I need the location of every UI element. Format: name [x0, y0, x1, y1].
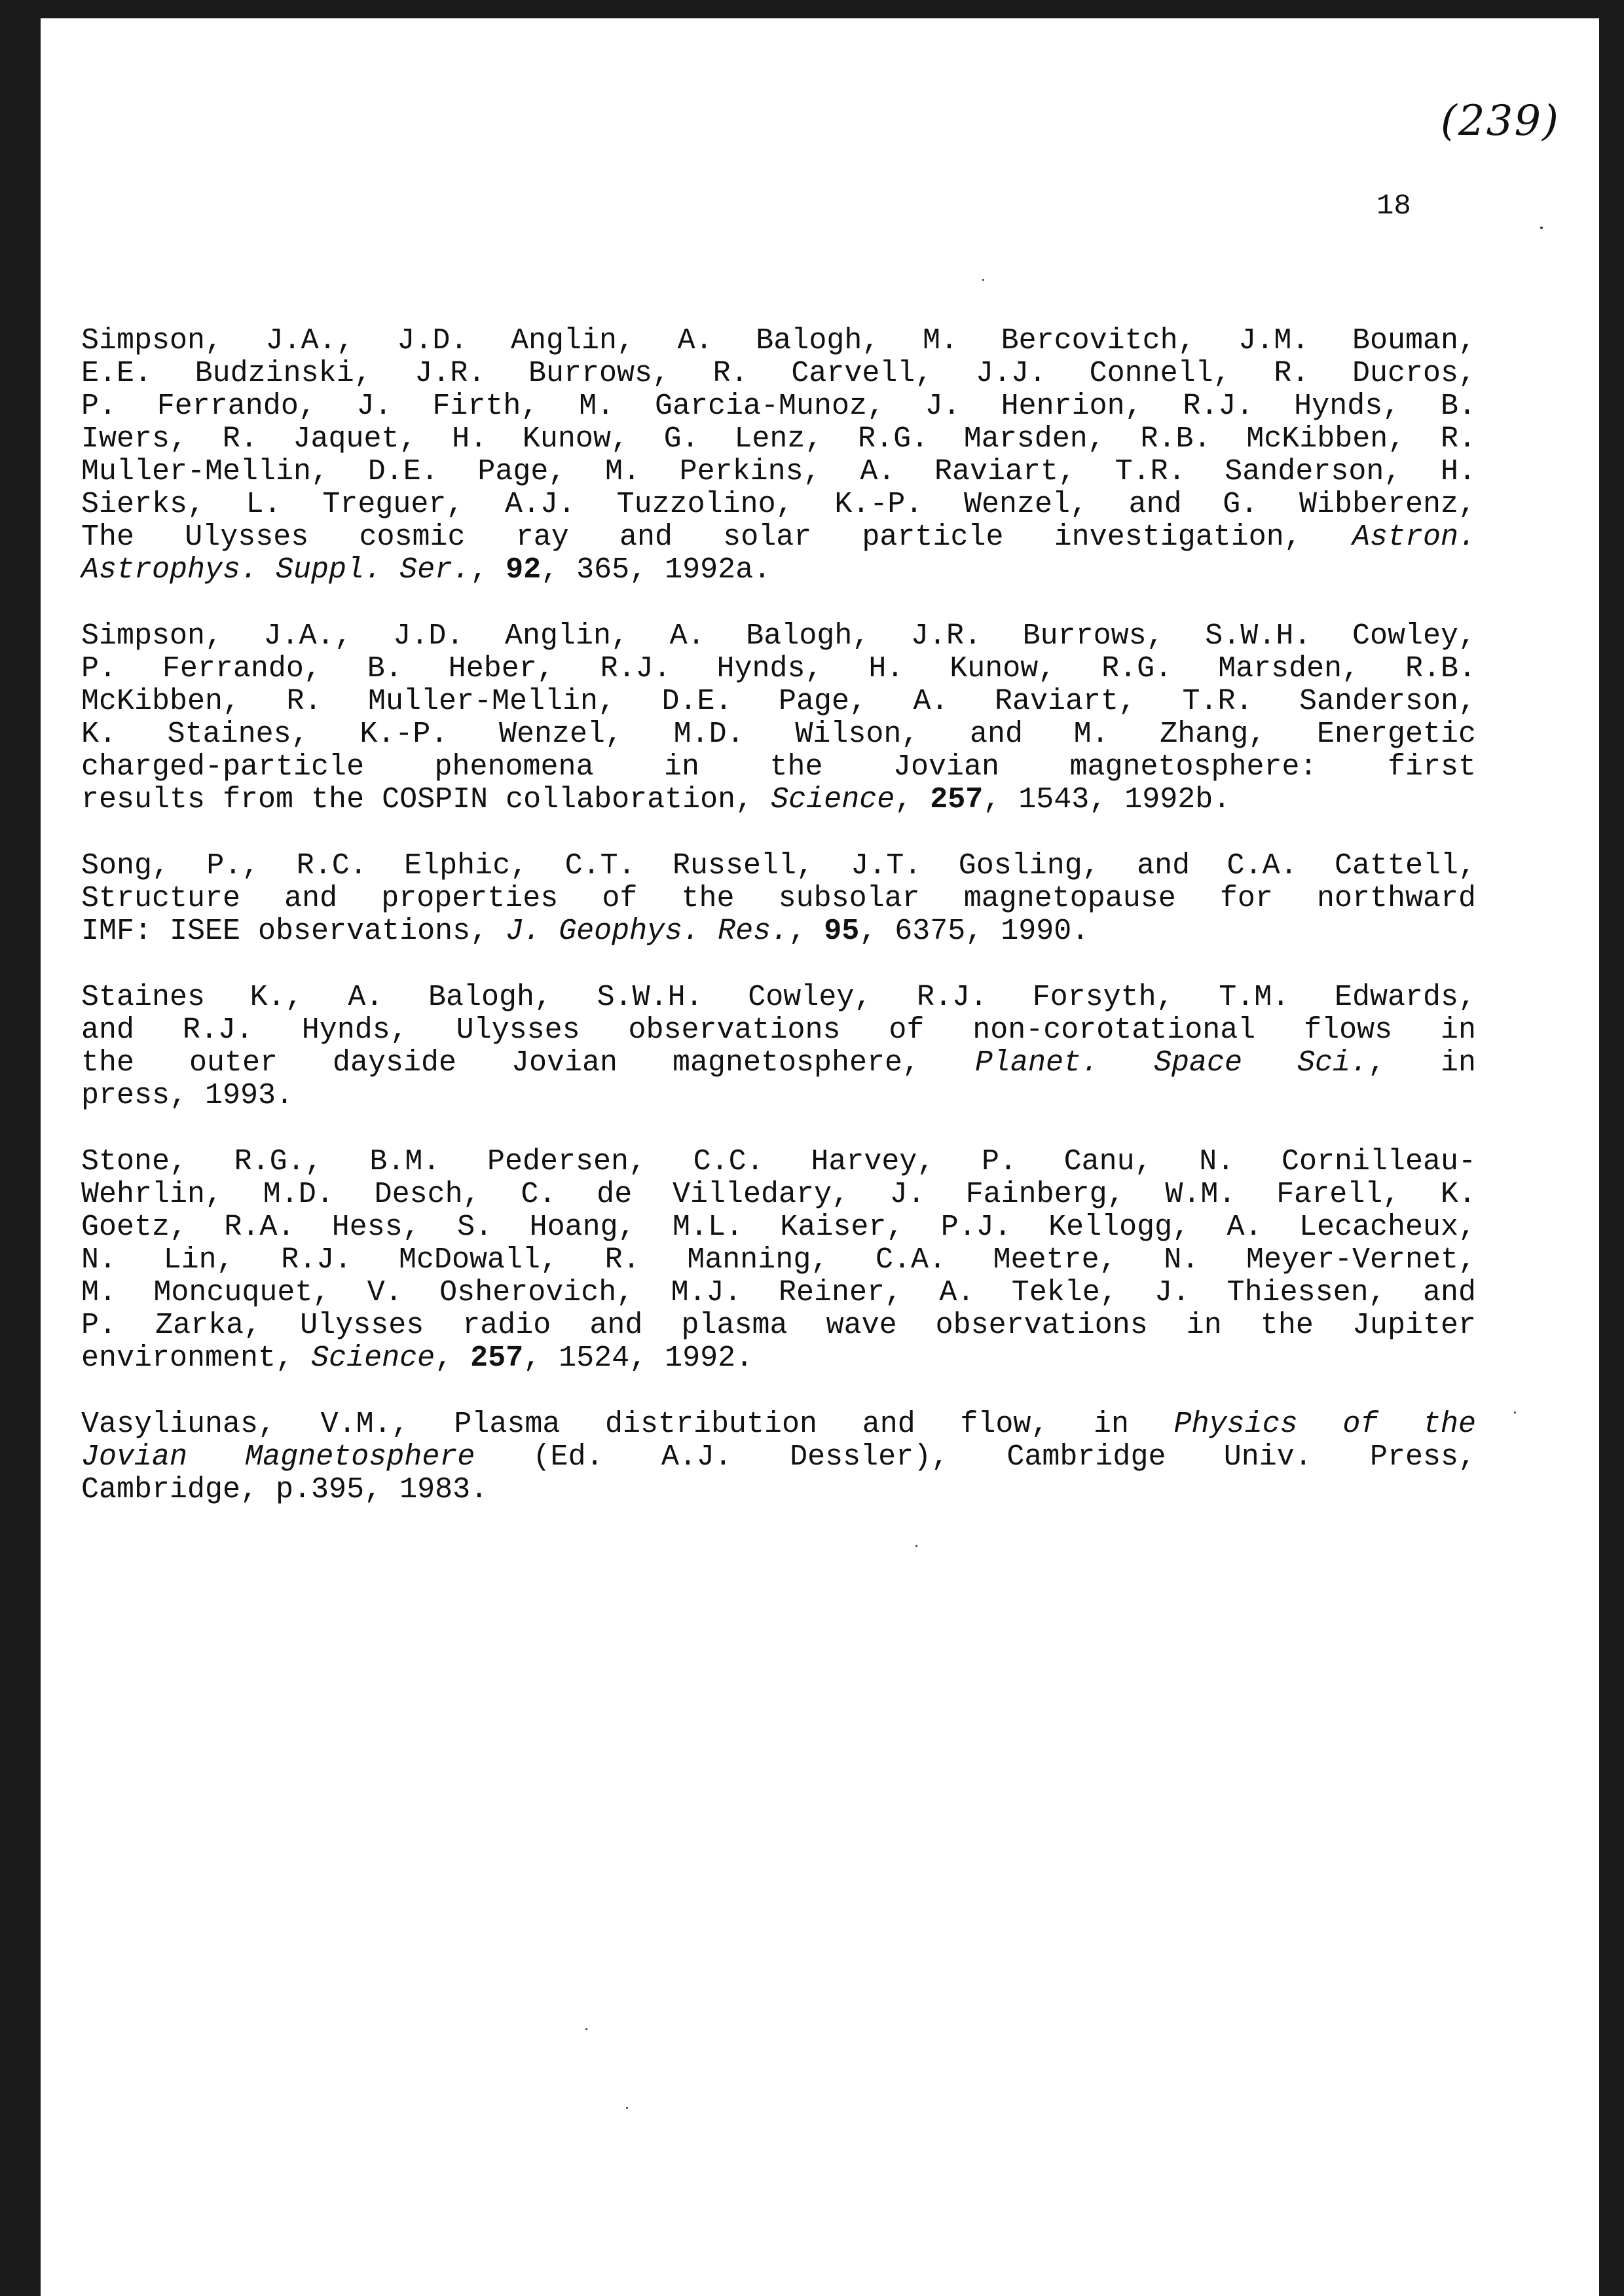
- reference-text: Wehrlin, M.D. Desch, C. de Villedary, J. Fainberg, W.M. Farell, K.: [81, 1178, 1476, 1211]
- reference-text: The Ulysses cosmic ray and solar particle investigation,: [81, 520, 1352, 554]
- reference-line: [81, 915, 1476, 948]
- reference-text: N. Lin, R.J. McDowall, R. Manning, C.A. Meetre, N. Meyer-Vernet,: [81, 1243, 1476, 1277]
- scan-speck: [982, 279, 984, 281]
- reference-line: [81, 1441, 1476, 1474]
- reference-text: the outer dayside Jovian magnetosphere,: [81, 1046, 975, 1080]
- reference-text: P. Ferrando, J. Firth, M. Garcia-Munoz, J. Henrion, R.J. Hynds, B.: [81, 390, 1476, 423]
- reference-text: , 365, 1992a.: [541, 553, 771, 587]
- reference-line: [81, 1277, 1476, 1309]
- reference-line: [81, 521, 1476, 554]
- volume-number: 257: [470, 1341, 524, 1375]
- reference-text: (Ed. A.J. Dessler), Cambridge Univ. Press,: [475, 1440, 1476, 1474]
- reference-text: , in: [1368, 1046, 1476, 1080]
- reference-text: ,: [895, 783, 931, 816]
- volume-number: 92: [506, 553, 542, 587]
- scan-speck: [915, 1545, 917, 1547]
- reference-text: press, 1993.: [81, 1079, 294, 1112]
- italic-text: J. Geophys. Res.: [506, 915, 789, 948]
- scan-speck: [626, 2107, 628, 2109]
- reference-line: [81, 1047, 1476, 1080]
- reference-text: Sierks, L. Treguer, A.J. Tuzzolino, K.-P. Wenzel, and G. Wibberenz,: [81, 488, 1476, 521]
- reference-entry: [81, 325, 1476, 587]
- reference-text: ,: [435, 1341, 471, 1375]
- reference-line: [81, 554, 1476, 587]
- reference-entry: [81, 1408, 1476, 1506]
- document-page: [41, 18, 1599, 2296]
- italic-text: Planet. Space Sci.: [974, 1046, 1368, 1080]
- reference-line: [81, 1342, 1476, 1375]
- reference-line: [81, 620, 1476, 653]
- volume-number: 95: [824, 915, 860, 948]
- reference-list: [81, 325, 1476, 1540]
- italic-text: Jovian Magnetosphere: [81, 1440, 475, 1474]
- reference-text: , 6375, 1990.: [859, 915, 1090, 948]
- reference-text: charged-particle phenomena in the Jovian magnetosphere: first: [81, 750, 1476, 784]
- reference-text: Cambridge, p.395, 1983.: [81, 1473, 489, 1506]
- reference-text: environment,: [81, 1341, 312, 1375]
- reference-line: [81, 1178, 1476, 1211]
- italic-text: Physics of the: [1173, 1408, 1477, 1441]
- italic-text: Astron.: [1352, 520, 1476, 554]
- reference-entry: [81, 981, 1476, 1112]
- reference-text: Stone, R.G., B.M. Pedersen, C.C. Harvey, P. Canu, N. Cornilleau-: [81, 1145, 1476, 1178]
- scan-speck: [1540, 227, 1543, 229]
- scan-speck: [585, 2028, 587, 2030]
- italic-text: Science: [771, 783, 895, 816]
- reference-line: [81, 1080, 1476, 1112]
- reference-line: [81, 488, 1476, 521]
- italic-text: Astrophys. Suppl. Ser.: [81, 553, 471, 587]
- reference-text: results from the COSPIN collaboration,: [81, 783, 771, 816]
- reference-line: [81, 357, 1476, 390]
- page-number: 18: [1376, 190, 1411, 223]
- reference-text: E.E. Budzinski, J.R. Burrows, R. Carvell, J.J. Connell, R. Ducros,: [81, 357, 1476, 390]
- reference-line: [81, 653, 1476, 685]
- reference-line: [81, 850, 1476, 883]
- reference-line: [81, 1014, 1476, 1047]
- handwritten-archive-number: (239): [1440, 97, 1560, 145]
- reference-line: [81, 751, 1476, 784]
- reference-text: Goetz, R.A. Hess, S. Hoang, M.L. Kaiser, P.J. Kellogg, A. Lecacheux,: [81, 1211, 1476, 1244]
- reference-line: [81, 685, 1476, 718]
- reference-text: Simpson, J.A., J.D. Anglin, A. Balogh, J.R. Burrows, S.W.H. Cowley,: [81, 619, 1476, 653]
- reference-line: [81, 1146, 1476, 1178]
- reference-text: P. Zarka, Ulysses radio and plasma wave observations in the Jupiter: [81, 1309, 1476, 1342]
- reference-line: [81, 1244, 1476, 1277]
- reference-text: Muller-Mellin, D.E. Page, M. Perkins, A. Raviart, T.R. Sanderson, H.: [81, 455, 1476, 488]
- reference-line: [81, 456, 1476, 488]
- reference-line: [81, 1309, 1476, 1342]
- reference-text: and R.J. Hynds, Ulysses observations of non-corotational flows in: [81, 1013, 1476, 1047]
- reference-text: P. Ferrando, B. Heber, R.J. Hynds, H. Kunow, R.G. Marsden, R.B.: [81, 652, 1476, 685]
- reference-text: Staines K., A. Balogh, S.W.H. Cowley, R.J. Forsyth, T.M. Edwards,: [81, 981, 1476, 1014]
- reference-text: Iwers, R. Jaquet, H. Kunow, G. Lenz, R.G. Marsden, R.B. McKibben, R.: [81, 422, 1476, 456]
- reference-text: Vasyliunas, V.M., Plasma distribution and flow, in: [81, 1408, 1174, 1441]
- reference-entry: [81, 1146, 1476, 1375]
- reference-text: , 1524, 1992.: [523, 1341, 754, 1375]
- reference-text: , 1543, 1992b.: [983, 783, 1231, 816]
- reference-line: [81, 981, 1476, 1014]
- reference-entry: [81, 850, 1476, 948]
- reference-line: [81, 718, 1476, 751]
- reference-text: ,: [788, 915, 824, 948]
- reference-line: [81, 423, 1476, 456]
- reference-line: [81, 1211, 1476, 1244]
- reference-line: [81, 1408, 1476, 1441]
- scan-speck: [1514, 1412, 1516, 1413]
- reference-text: K. Staines, K.-P. Wenzel, M.D. Wilson, and M. Zhang, Energetic: [81, 718, 1476, 751]
- reference-line: [81, 784, 1476, 816]
- reference-entry: [81, 620, 1476, 816]
- reference-line: [81, 325, 1476, 357]
- reference-text: Structure and properties of the subsolar magnetopause for northward: [81, 882, 1476, 915]
- reference-text: M. Moncuquet, V. Osherovich, M.J. Reiner, A. Tekle, J. Thiessen, and: [81, 1276, 1476, 1309]
- reference-text: McKibben, R. Muller-Mellin, D.E. Page, A. Raviart, T.R. Sanderson,: [81, 685, 1476, 718]
- reference-text: IMF: ISEE observations,: [81, 915, 506, 948]
- reference-text: ,: [470, 553, 506, 587]
- reference-text: Simpson, J.A., J.D. Anglin, A. Balogh, M. Bercovitch, J.M. Bouman,: [81, 324, 1476, 357]
- italic-text: Science: [311, 1341, 435, 1375]
- reference-line: [81, 1474, 1476, 1506]
- reference-text: Song, P., R.C. Elphic, C.T. Russell, J.T. Gosling, and C.A. Cattell,: [81, 849, 1476, 883]
- reference-line: [81, 883, 1476, 915]
- volume-number: 257: [930, 783, 984, 816]
- reference-line: [81, 390, 1476, 423]
